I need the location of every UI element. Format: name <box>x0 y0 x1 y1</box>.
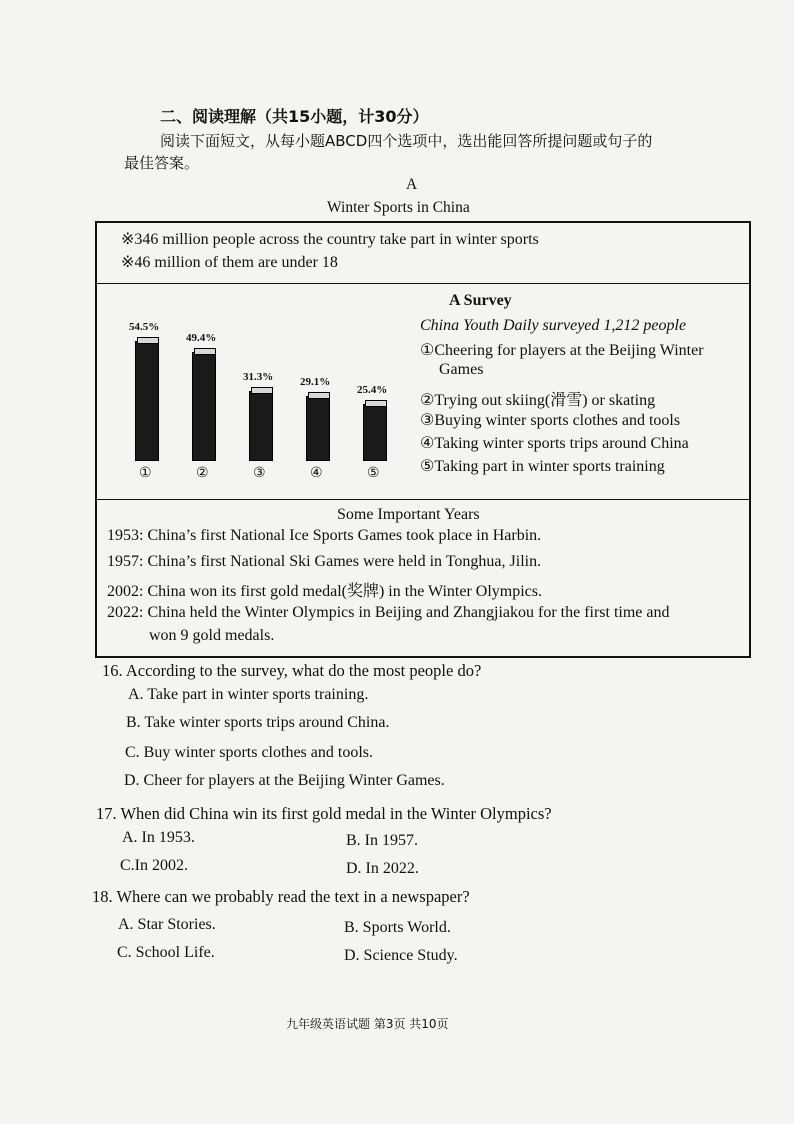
year-line: 2002: China won its first gold medal(奖牌) in the Winter Olympics. <box>107 583 543 600</box>
info-box <box>95 221 751 658</box>
year-line: won 9 gold medals. <box>149 627 275 644</box>
instruction-line-2: 最佳答案。 <box>124 154 200 172</box>
option-18-b: B. Sports World. <box>344 919 451 936</box>
option-17-b: B. In 1957. <box>346 832 418 849</box>
option-16-d: D. Cheer for players at the Beijing Winter Games. <box>124 772 445 789</box>
option-17-d: D. In 2022. <box>346 860 419 877</box>
option-18-c: C. School Life. <box>117 944 215 961</box>
passage-letter: A <box>406 176 418 193</box>
survey-heading: A Survey <box>449 292 512 309</box>
question-17-stem: 17. When did China win its first gold medal in the Winter Olympics? <box>96 804 552 823</box>
option-16-a: A. Take part in winter sports training. <box>128 686 369 703</box>
chart-bar <box>135 341 159 461</box>
chart-value-label: 25.4% <box>357 384 388 396</box>
survey-subheading: China Youth Daily surveyed 1,212 people <box>420 317 687 334</box>
chart-bar-cap <box>365 400 387 407</box>
chart-category-label: ② <box>196 466 209 481</box>
option-16-c: C. Buy winter sports clothes and tools. <box>125 744 373 761</box>
chart-category-label: ⑤ <box>367 466 380 481</box>
passage-title: Winter Sports in China <box>327 199 470 216</box>
chart-category-label: ③ <box>253 466 266 481</box>
survey-item: Games <box>439 361 484 378</box>
year-line: 2022: China held the Winter Olympics in Beijing and Zhangjiakou for the first time and <box>107 604 670 621</box>
chart-value-label: 31.3% <box>243 371 274 383</box>
option-18-a: A. Star Stories. <box>118 916 216 933</box>
question-16-stem: 16. According to the survey, what do the most people do? <box>102 661 482 680</box>
chart-category-label: ④ <box>310 466 323 481</box>
chart-bar-cap <box>308 392 330 399</box>
year-line: 1957: China’s first National Ski Games were held in Tonghua, Jilin. <box>107 553 542 570</box>
fact-line: ※346 million people across the country take part in winter sports <box>121 231 539 248</box>
option-17-c: C.In 2002. <box>120 857 188 874</box>
option-17-a: A. In 1953. <box>122 829 195 846</box>
chart-value-label: 54.5% <box>129 321 160 333</box>
page-footer: 九年级英语试题 第3页 共10页 <box>286 1017 449 1031</box>
survey-item: ②Trying out skiing(滑雪) or skating <box>420 392 656 409</box>
chart-value-label: 49.4% <box>186 332 217 344</box>
year-line: 1953: China’s first National Ice Sports Games took place in Harbin. <box>107 527 542 544</box>
chart-bar-cap <box>137 337 159 344</box>
survey-item: ④Taking winter sports trips around China <box>420 435 689 452</box>
chart-value-label: 29.1% <box>300 376 331 388</box>
divider <box>97 499 749 500</box>
chart-bar <box>363 404 387 461</box>
survey-item: ③Buying winter sports clothes and tools <box>420 412 681 429</box>
survey-item: ⑤Taking part in winter sports training <box>420 458 665 475</box>
option-18-d: D. Science Study. <box>344 947 458 964</box>
years-heading: Some Important Years <box>337 506 480 523</box>
chart-bar <box>306 396 330 461</box>
chart-bar <box>249 391 273 461</box>
chart-bar <box>192 352 216 461</box>
chart-bar-cap <box>194 348 216 355</box>
fact-line: ※46 million of them are under 18 <box>121 254 338 271</box>
instruction-line-1: 阅读下面短文，从每小题ABCD四个选项中，选出能回答所提问题或句子的 <box>160 132 653 150</box>
survey-item: ①Cheering for players at the Beijing Winter <box>420 342 704 359</box>
chart-bar-cap <box>251 387 273 394</box>
section-title: 二、阅读理解（共15小题，计30分） <box>160 107 429 126</box>
survey-bar-chart <box>97 223 417 493</box>
question-18-stem: 18. Where can we probably read the text in a newspaper? <box>92 887 470 906</box>
chart-category-label: ① <box>139 466 152 481</box>
option-16-b: B. Take winter sports trips around China. <box>126 714 390 731</box>
